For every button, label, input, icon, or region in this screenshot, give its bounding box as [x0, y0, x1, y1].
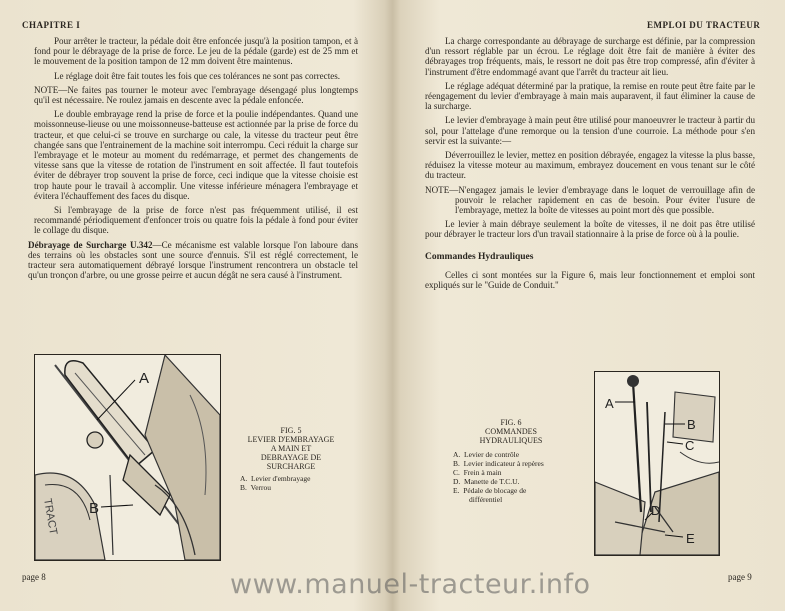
callout-b: B: [89, 500, 100, 517]
legend-item: différentiel: [469, 495, 503, 504]
legend-item: B. Verrou: [240, 483, 272, 492]
figure-5-caption: [236, 426, 346, 471]
watermark-text: www.manuel-tracteur.info: [230, 569, 591, 600]
paragraph: Celles ci sont montées sur la Figure 6, mais leur fonctionnement et emploi sont expliqués sur le "Guide de Conduit.": [425, 269, 755, 291]
figure-5-illustration: [34, 354, 221, 561]
section-header: EMPLOI DU TRACTEUR: [647, 20, 761, 30]
hydraulic-controls-drawing: [595, 372, 719, 555]
figure-number: FIG. 6: [500, 418, 522, 427]
surcharge-paragraph: [28, 240, 358, 281]
figure-title-line: COMMANDES: [484, 427, 537, 436]
chapter-header: CHAPITRE I: [22, 20, 81, 30]
figure-title-line: SURCHARGE: [266, 462, 316, 471]
paragraph: Le levier d'embrayage à main peut être utilisé pour manoeuvrer le tracteur à partir du sol, pour l'attelage d'une remorque ou la tension d'une courroie. La méthode pour s'en servir est la suivante:—: [425, 115, 755, 146]
paragraph: Pour arrêter le tracteur, la pédale doit être enfoncée jusqu'à la position tampon, et à fond pour le débrayage de la prise de force. Le jeu de la pédale (garde) est de 25 mm et le mouvement de la position tampon de 12 mm doivent être maintenus.: [34, 36, 358, 67]
figure-number: FIG. 5: [280, 426, 302, 435]
legend-item: B. Levier indicateur à repères: [453, 459, 544, 468]
legend-item: A. Levier de contrôle: [453, 450, 520, 459]
callout-a: A: [605, 396, 614, 411]
legend-item: D. Manette de T.C.U.: [453, 477, 520, 486]
legend-item: E. Pédale de blocage de: [453, 486, 527, 495]
note-paragraph: NOTE—N'engagez jamais le levier d'embrayage dans le loquet de verrouillage afin de pouvoir le relacher rapidement en cas de besoin. Pour éviter l'usure de l'embrayage, mettez la boîte de vitesses au point mort dès que possible.: [425, 184, 755, 216]
paragraph: La charge correspondante au débrayage de surcharge est définie, par la compression d'un ressort réglable par un écrou. Le réglage doit être fait de manière à éviter des débrayages trop fréquents, mais, le ressort ne doit pas être trop compressé, afin d'éviter à l'instrument d'être endommagé avant que l'arrêt du tracteur ait lieu.: [425, 36, 755, 77]
left-page: [0, 0, 392, 611]
surcharge-title: Débrayage de Surcharge U.342: [28, 239, 153, 250]
callout-e: E: [686, 531, 695, 546]
note-paragraph: NOTE—Ne faites pas tourner le moteur avec l'embrayage désengagé plus longtemps qu'il est nécessaire. Ne roulez jamais en descente avec la pédale enfoncée.: [34, 84, 358, 106]
paragraph: Le réglage adéquat déterminé par la pratique, la remise en route peut être faite par le réengagement du levier d'embrayage à main mais auparavent, il faut éliminer la cause de la surcharge.: [425, 80, 755, 112]
right-page: [393, 0, 785, 611]
callout-a: A: [139, 370, 150, 387]
paragraph: Le réglage doit être fait toutes les fois que ces tolérances ne sont pas correctes.: [54, 70, 341, 81]
figure-6-legend: [453, 450, 544, 504]
callout-c: C: [685, 438, 695, 453]
paragraph: Le double embrayage rend la prise de force et la poulie indépendantes. Quand une moissonneuse-lieuse ou une moissonneuse-batteuse est actionnée par la prise de force du tracteur, et que celui-ci se trouve en surcharge ou cale, la vitesse du tracteur peut être changée sans que l'entrainement de la machine soit interrompu. Ceci réduit la charge sur l'embrayage et le moteur au moment du redémarrage, et permet des changements de vitesse sans que la vitesse de rotation de l'instrument en soit affectée. Il faut toutefois éviter de débrayer trop souvent la prise de force, ceci indique que la vitesse choisie est trop haute pour le travail à accomplir. Une vitesse inférieure ménagera l'embrayage et évitera l'échauffement des faces du disque.: [34, 109, 358, 201]
callout-d: D: [651, 503, 661, 518]
legend-item: C. Frein à main: [453, 468, 502, 477]
left-body-text: [28, 36, 358, 284]
paragraph: Déverrouillez le levier, mettez en position débrayée, engagez la vitesse la plus basse, réduisez la vitesse moteur au maximum, embrayez doucement en vous tenant sur le côté du tracteur.: [425, 150, 755, 181]
surcharge-text: —Ce mécanisme est valable lorsque l'on laboure dans des terrains où les obstacles sont une source d'ennuis. S'il est réglé correctement, le tracteur sera automatiquement débrayé lorsque l'instrument rencontrera un obstacle tel qu'un tronçon d'arbre, ou une grosse peirre et aucun dégât ne sera causé à l'instrument.: [28, 239, 358, 281]
paragraph: Le levier à main débraye seulement la boîte de vitesses, il ne doit pas être utilisé pour débrayer le tracteur lors d'un travail stationnaire à la prise de force où à la poulie.: [425, 219, 755, 240]
paragraph: Si l'embrayage de la prise de force n'est pas fréquemment utilisé, il est recommandé périodiquement d'enfoncer trois ou quatre fois la pédale à fond pour éviter le collage du disque.: [34, 205, 358, 236]
figure-6-illustration: [594, 371, 720, 556]
figure-title-line: DEBRAYAGE DE: [260, 453, 322, 462]
callout-b: B: [687, 417, 696, 432]
figure-title-line: LEVIER D'EMBRAYAGE: [247, 435, 335, 444]
figure-6-caption: [451, 418, 571, 445]
legend-item: A. Levier d'embrayage: [240, 474, 311, 483]
figure-title-line: HYDRAULIQUES: [479, 436, 543, 445]
page-number: page 8: [22, 572, 46, 582]
page-number: page 9: [728, 572, 752, 582]
section-title: Commandes Hydrauliques: [425, 251, 534, 262]
engraving-text: TRACT: [41, 497, 60, 536]
figure-5-legend: [240, 474, 311, 492]
right-body-text: [425, 36, 755, 294]
clutch-lever-drawing: [35, 355, 220, 560]
figure-title-line: A MAIN ET: [270, 444, 312, 453]
